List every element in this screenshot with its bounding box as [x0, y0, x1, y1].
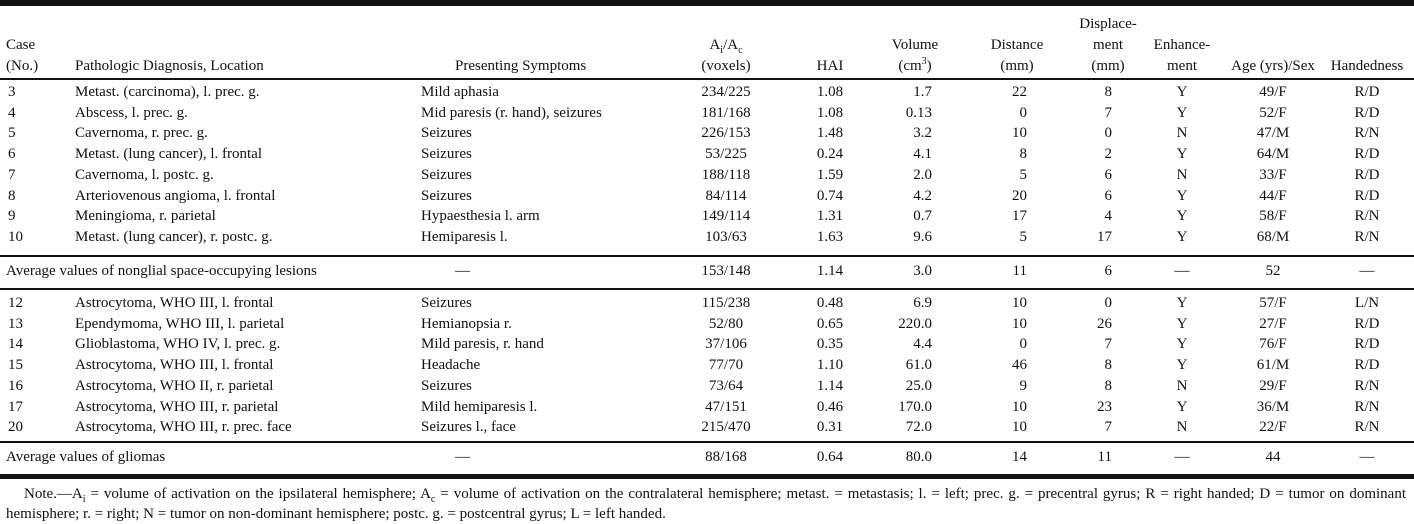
header-volume-sup: 3	[921, 56, 927, 67]
header-displacement-line3: (mm)	[1091, 58, 1125, 74]
cell-distance: 20	[1012, 187, 1027, 204]
cell-distance: 22	[1012, 84, 1027, 100]
average-volume: 80.0	[905, 449, 932, 465]
cell-enhancement: Y	[1176, 84, 1188, 100]
header-ac: /A	[723, 37, 739, 53]
cell-aiac: 188/118	[701, 166, 751, 183]
header-age-sex: Age (yrs)/Sex	[1231, 58, 1315, 74]
cell-displacement: 17	[1097, 228, 1112, 245]
cell-diagnosis: Metast. (lung cancer), l. frontal	[75, 146, 263, 163]
cell-aiac: 181/168	[701, 104, 751, 121]
cell-displacement: 7	[1104, 419, 1112, 436]
cell-diagnosis: Arteriovenous angioma, l. frontal	[75, 187, 276, 204]
cell-hai: 1.59	[816, 166, 844, 183]
cell-aiac: 47/151	[705, 398, 747, 415]
cell-case: 16	[8, 377, 23, 394]
average-handedness: —	[1359, 263, 1375, 279]
cell-handedness: R/D	[1354, 336, 1380, 353]
cell-enhancement: Y	[1176, 104, 1188, 121]
header-volume-line1: Volume	[891, 37, 939, 53]
top-rule	[0, 0, 1414, 6]
cell-age-sex: 68/M	[1256, 228, 1290, 245]
cell-symptoms: Mild paresis, r. hand	[421, 336, 544, 353]
cell-age-sex: 33/F	[1259, 166, 1287, 183]
average-enhancement: —	[1174, 263, 1190, 279]
cell-hai: 1.10	[816, 357, 844, 374]
cell-hai: 0.24	[816, 146, 844, 163]
cell-hai: 0.35	[816, 336, 844, 353]
header-enhancement-line2: ment	[1167, 58, 1197, 74]
cell-enhancement: Y	[1176, 228, 1188, 245]
cell-displacement: 7	[1104, 336, 1112, 353]
header-handedness: Handedness	[1330, 58, 1404, 74]
cell-enhancement: Y	[1176, 208, 1188, 225]
cell-displacement: 6	[1104, 166, 1112, 183]
header-enhancement-line1: Enhance-	[1153, 37, 1211, 53]
cell-diagnosis: Glioblastoma, WHO IV, l. prec. g.	[75, 336, 281, 353]
header-symptoms: Presenting Symptoms	[455, 58, 587, 74]
cell-case: 3	[8, 84, 16, 100]
header-displacement-line2: ment	[1093, 37, 1123, 53]
average-age-sex: 44	[1265, 449, 1281, 465]
bottom-rule	[0, 474, 1414, 479]
cell-age-sex: 36/M	[1256, 398, 1290, 415]
cell-aiac: 53/225	[705, 146, 747, 163]
cell-handedness: R/D	[1354, 104, 1380, 121]
cell-case: 5	[8, 125, 16, 142]
cell-case: 14	[8, 336, 23, 353]
cell-hai: 0.74	[816, 187, 844, 204]
cell-case: 17	[8, 398, 23, 415]
cell-symptoms: Hypaesthesia l. arm	[421, 208, 540, 225]
cell-volume: 0.7	[913, 208, 932, 225]
cell-handedness: R/D	[1354, 315, 1380, 332]
cell-age-sex: 64/M	[1256, 146, 1290, 163]
cell-aiac: 226/153	[701, 125, 751, 142]
average-volume: 3.0	[913, 263, 932, 279]
average-aiac: 153/148	[701, 263, 751, 279]
cell-case: 20	[8, 419, 23, 436]
cell-distance: 46	[1012, 357, 1027, 374]
cell-distance: 17	[1012, 208, 1027, 225]
cell-case: 13	[8, 315, 23, 332]
cell-displacement: 23	[1097, 398, 1112, 415]
note-sub-c: c	[430, 494, 436, 505]
cell-handedness: R/N	[1354, 228, 1380, 245]
cell-case: 10	[8, 228, 23, 245]
cell-aiac: 103/63	[705, 228, 747, 245]
cell-volume: 61.0	[905, 357, 932, 374]
cell-enhancement: Y	[1176, 315, 1188, 332]
cell-hai: 0.65	[816, 315, 844, 332]
note-text2: = volume of activation on the contralateral hemisphere; metast. = metastasis; l. = left; prec. g. = precentral gyrus; R = right handed; D = tumor on dominant hemisphere; r. = right; N = tumor on non-dominant hemisphere; postc. g. = postcentral gyrus; L = left handed.	[6, 486, 1406, 522]
cell-displacement: 8	[1104, 84, 1112, 100]
cell-hai: 1.14	[816, 377, 844, 394]
cell-handedness: R/D	[1354, 84, 1380, 100]
cell-case: 15	[8, 357, 23, 374]
cell-diagnosis: Cavernoma, l. postc. g.	[75, 166, 214, 183]
cell-distance: 10	[1012, 295, 1027, 311]
average-symptoms: —	[455, 263, 470, 279]
cell-handedness: R/D	[1354, 187, 1380, 204]
cell-enhancement: N	[1176, 125, 1188, 142]
cell-handedness: R/N	[1354, 419, 1380, 436]
cell-volume: 170.0	[898, 398, 932, 415]
average-enhancement: —	[1174, 449, 1190, 465]
cell-handedness: R/D	[1354, 357, 1380, 374]
cell-age-sex: 44/F	[1259, 187, 1287, 204]
average-hai: 0.64	[816, 449, 844, 465]
cell-diagnosis: Astrocytoma, WHO III, l. frontal	[75, 357, 274, 374]
cell-displacement: 0	[1104, 125, 1112, 142]
header-rule	[0, 78, 1414, 80]
cell-case: 7	[8, 166, 16, 183]
cell-enhancement: Y	[1176, 336, 1188, 353]
average-distance: 11	[1012, 263, 1027, 279]
cell-distance: 10	[1012, 125, 1027, 142]
average-displacement: 6	[1104, 263, 1112, 279]
cell-volume: 220.0	[898, 315, 932, 332]
cell-distance: 5	[1019, 166, 1027, 183]
cell-symptoms: Mid paresis (r. hand), seizures	[421, 104, 602, 121]
cell-hai: 0.46	[816, 398, 844, 415]
cell-handedness: R/D	[1354, 146, 1380, 163]
header-distance-line2: (mm)	[1000, 58, 1034, 74]
header-case-line1: Case	[6, 37, 36, 53]
cell-handedness: R/N	[1354, 208, 1380, 225]
cell-age-sex: 52/F	[1259, 104, 1287, 121]
cell-handedness: R/N	[1354, 377, 1380, 394]
header-ac-sub: c	[738, 45, 743, 56]
cell-diagnosis: Metast. (carcinoma), l. prec. g.	[75, 84, 260, 100]
cell-distance: 0	[1019, 104, 1027, 121]
cell-distance: 9	[1019, 377, 1027, 394]
cell-hai: 1.48	[816, 125, 844, 142]
cell-symptoms: Seizures	[421, 295, 472, 311]
cell-displacement: 4	[1104, 208, 1112, 225]
cell-diagnosis: Ependymoma, WHO III, l. parietal	[75, 315, 285, 332]
cell-diagnosis: Astrocytoma, WHO III, l. frontal	[75, 295, 274, 311]
header-diagnosis: Pathologic Diagnosis, Location	[75, 58, 264, 74]
header-displacement-line1: Displace-	[1079, 16, 1137, 32]
cell-age-sex: 76/F	[1259, 336, 1287, 353]
cell-volume: 3.2	[913, 125, 932, 142]
cell-symptoms: Seizures l., face	[421, 419, 516, 436]
cell-age-sex: 61/M	[1256, 357, 1290, 374]
cell-distance: 0	[1019, 336, 1027, 353]
cell-volume: 25.0	[905, 377, 932, 394]
cell-volume: 2.0	[913, 166, 932, 183]
cell-hai: 0.48	[816, 295, 844, 311]
cell-displacement: 2	[1104, 146, 1112, 163]
cell-age-sex: 47/M	[1256, 125, 1290, 142]
cell-displacement: 8	[1104, 357, 1112, 374]
cell-aiac: 77/70	[708, 357, 744, 374]
cell-enhancement: N	[1176, 377, 1188, 394]
cell-symptoms: Seizures	[421, 377, 472, 394]
cell-displacement: 26	[1097, 315, 1112, 332]
cell-diagnosis: Meningioma, r. parietal	[75, 208, 216, 225]
cell-volume: 72.0	[905, 419, 932, 436]
cell-hai: 1.08	[816, 104, 844, 121]
cell-enhancement: Y	[1176, 187, 1188, 204]
note-text1: = volume of activation on the ipsilateral hemisphere; A	[85, 486, 431, 502]
average-label: Average values of nonglial space-occupying lesions	[6, 263, 317, 279]
glioma-avg-rule-top	[0, 441, 1414, 443]
cell-enhancement: Y	[1176, 357, 1188, 374]
cell-age-sex: 49/F	[1259, 84, 1287, 100]
cell-handedness: L/N	[1354, 295, 1380, 311]
header-ai-sub: i	[720, 45, 724, 56]
average-handedness: —	[1359, 449, 1375, 465]
cell-age-sex: 57/F	[1259, 295, 1287, 311]
cell-case: 12	[8, 295, 23, 311]
header-aiac-line1	[684, 35, 768, 56]
cell-volume: 4.1	[913, 146, 932, 163]
cell-diagnosis: Abscess, l. prec. g.	[75, 104, 188, 121]
cell-aiac: 234/225	[701, 84, 751, 100]
cell-volume: 9.6	[913, 228, 932, 245]
cell-aiac: 37/106	[705, 336, 747, 353]
header-case	[6, 35, 38, 77]
cell-aiac: 73/64	[708, 377, 744, 394]
cell-symptoms: Seizures	[421, 166, 472, 183]
cell-aiac: 84/114	[705, 187, 747, 204]
note-sub-i: i	[82, 494, 86, 505]
header-displacement	[1066, 14, 1150, 77]
cell-handedness: R/D	[1354, 166, 1380, 183]
cell-displacement: 7	[1104, 104, 1112, 121]
cell-distance: 10	[1012, 315, 1027, 332]
cell-diagnosis: Cavernoma, r. prec. g.	[75, 125, 208, 142]
cell-diagnosis: Astrocytoma, WHO III, r. prec. face	[75, 419, 292, 436]
cell-enhancement: Y	[1176, 398, 1188, 415]
cell-enhancement: N	[1176, 419, 1188, 436]
nonglial-avg-rule-top	[0, 255, 1414, 257]
header-enhancement	[1142, 35, 1222, 77]
average-symptoms: —	[455, 449, 470, 465]
header-aiac	[684, 35, 768, 77]
cell-volume: 6.9	[913, 295, 932, 311]
header-distance-line1: Distance	[990, 37, 1044, 53]
cell-distance: 10	[1012, 398, 1027, 415]
note-lead: Note.—A	[24, 486, 83, 502]
cell-case: 9	[8, 208, 16, 225]
cell-aiac: 149/114	[701, 208, 751, 225]
cell-case: 8	[8, 187, 16, 204]
average-aiac: 88/168	[705, 449, 747, 465]
cell-symptoms: Seizures	[421, 187, 472, 204]
cell-enhancement: Y	[1176, 295, 1188, 311]
cell-aiac: 52/80	[708, 315, 744, 332]
cell-symptoms: Hemiparesis l.	[421, 228, 508, 245]
header-case-line2: (No.)	[6, 58, 39, 74]
cell-displacement: 0	[1104, 295, 1112, 311]
average-age-sex: 52	[1265, 263, 1281, 279]
cell-hai: 1.63	[816, 228, 844, 245]
cell-symptoms: Hemianopsia r.	[421, 315, 512, 332]
cell-age-sex: 27/F	[1259, 315, 1287, 332]
cell-distance: 5	[1019, 228, 1027, 245]
cell-case: 4	[8, 104, 16, 121]
average-distance: 14	[1012, 449, 1027, 465]
cell-aiac: 215/470	[701, 419, 751, 436]
cell-volume: 0.13	[905, 104, 932, 121]
header-ai: A	[709, 37, 721, 53]
cell-volume: 4.4	[913, 336, 932, 353]
header-distance	[982, 35, 1052, 77]
cell-symptoms: Mild aphasia	[421, 84, 499, 100]
cell-case: 6	[8, 146, 16, 163]
cell-hai: 1.31	[816, 208, 844, 225]
cell-volume: 1.7	[913, 84, 932, 100]
cell-symptoms: Headache	[421, 357, 481, 374]
cell-symptoms: Seizures	[421, 125, 472, 142]
cell-displacement: 8	[1104, 377, 1112, 394]
header-aiac-line2: (voxels)	[701, 58, 751, 74]
cell-diagnosis: Astrocytoma, WHO III, r. parietal	[75, 398, 279, 415]
cell-symptoms: Mild hemiparesis l.	[421, 398, 538, 415]
cell-distance: 8	[1019, 146, 1027, 163]
cell-symptoms: Seizures	[421, 146, 472, 163]
cell-displacement: 6	[1104, 187, 1112, 204]
cell-enhancement: N	[1176, 166, 1188, 183]
cell-distance: 10	[1012, 419, 1027, 436]
cell-age-sex: 29/F	[1259, 377, 1287, 394]
table-note	[6, 484, 1406, 524]
cell-hai: 0.31	[816, 419, 844, 436]
header-hai: HAI	[816, 58, 844, 74]
average-displacement: 11	[1097, 449, 1112, 465]
average-label: Average values of gliomas	[6, 449, 166, 465]
nonglial-avg-rule-bottom	[0, 288, 1414, 290]
cell-diagnosis: Metast. (lung cancer), r. postc. g.	[75, 228, 273, 245]
cell-age-sex: 58/F	[1259, 208, 1287, 225]
header-volume-unit: (cm	[898, 58, 922, 74]
cell-handedness: R/N	[1354, 125, 1380, 142]
cell-enhancement: Y	[1176, 146, 1188, 163]
cell-age-sex: 22/F	[1259, 419, 1287, 436]
header-volume-close: )	[926, 58, 932, 74]
cell-diagnosis: Astrocytoma, WHO II, r. parietal	[75, 377, 274, 394]
header-volume-line2	[880, 56, 950, 77]
header-volume	[880, 35, 950, 77]
cell-volume: 4.2	[913, 187, 932, 204]
cell-aiac: 115/238	[701, 295, 751, 311]
cell-handedness: R/N	[1354, 398, 1380, 415]
cell-hai: 1.08	[816, 84, 844, 100]
average-hai: 1.14	[816, 263, 844, 279]
